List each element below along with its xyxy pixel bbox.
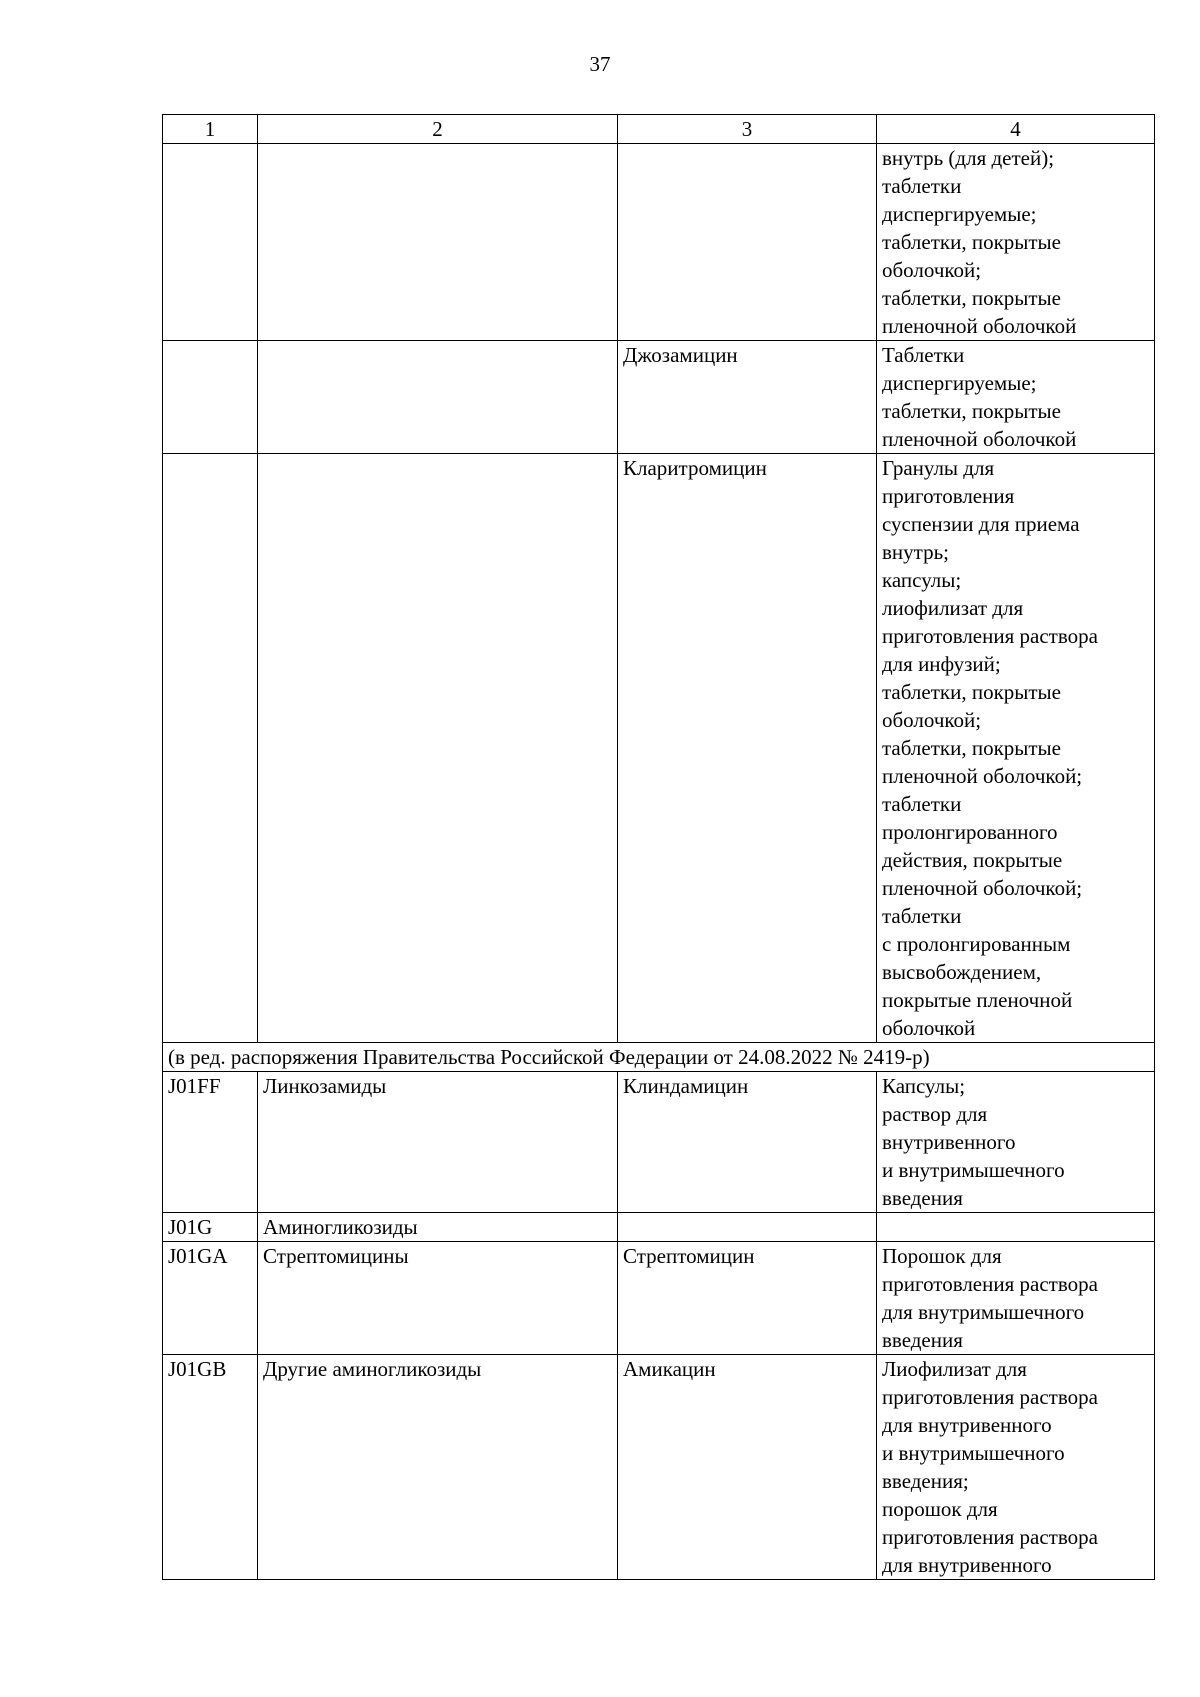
drug-name-cell: Амикацин: [618, 1355, 877, 1580]
table-header-row: [163, 115, 1155, 144]
dosage-forms-cell: [877, 1072, 1155, 1213]
page-number: 37: [589, 52, 611, 76]
header-col-4: 4: [877, 115, 1155, 144]
medication-table: [162, 114, 1155, 1580]
dosage-form-line: таблетки, покрытые: [882, 736, 1061, 760]
dosage-forms-cell: [877, 341, 1155, 454]
dosage-form-line: суспензии для приема: [882, 512, 1080, 536]
dosage-form-line: введения;: [882, 1469, 969, 1493]
dosage-forms-cell: [877, 1242, 1155, 1355]
group-name-cell: [258, 144, 618, 341]
dosage-form-line: и внутримышечного: [882, 1441, 1065, 1465]
dosage-form-line: раствор для: [882, 1102, 988, 1126]
dosage-form-line: пленочной оболочкой: [882, 427, 1077, 451]
dosage-form-line: Порошок для: [882, 1244, 1002, 1268]
dosage-form-line: действия, покрытые: [882, 848, 1063, 872]
dosage-form-line: для внутривенного: [882, 1413, 1052, 1437]
drug-name-cell: Джозамицин: [618, 341, 877, 454]
header-col-3: 3: [618, 115, 877, 144]
atc-code-cell: J01G: [163, 1213, 258, 1242]
dosage-form-line: таблетки, покрытые: [882, 399, 1061, 423]
dosage-form-line: для внутривенного: [882, 1553, 1052, 1577]
dosage-form-line: для внутримышечного: [882, 1300, 1085, 1324]
group-name-cell: Аминогликозиды: [258, 1213, 618, 1242]
drug-name-cell: Кларитромицин: [618, 454, 877, 1043]
dosage-form-line: таблетки: [882, 904, 962, 928]
dosage-form-line: приготовления раствора: [882, 1272, 1098, 1296]
header-col-2: 2: [258, 115, 618, 144]
group-name-cell: [258, 454, 618, 1043]
amendment-note: (в ред. распоряжения Правительства Российской Федерации от 24.08.2022 № 2419-р): [163, 1043, 1155, 1072]
dosage-form-line: введения: [882, 1186, 963, 1210]
dosage-form-line: оболочкой: [882, 1016, 976, 1040]
dosage-form-line: Капсулы;: [882, 1074, 966, 1098]
dosage-form-line: порошок для: [882, 1497, 998, 1521]
dosage-form-line: Лиофилизат для: [882, 1357, 1027, 1381]
dosage-form-line: диспергируемые;: [882, 202, 1037, 226]
dosage-form-line: оболочкой;: [882, 258, 982, 282]
group-name-cell: Линкозамиды: [258, 1072, 618, 1213]
drug-name-cell: [618, 144, 877, 341]
dosage-form-line: диспергируемые;: [882, 371, 1037, 395]
atc-code-cell: J01GB: [163, 1355, 258, 1580]
dosage-form-line: таблетки: [882, 174, 962, 198]
dosage-form-line: и внутримышечного: [882, 1158, 1065, 1182]
dosage-form-line: Таблетки: [882, 343, 965, 367]
table-body: [163, 144, 1155, 1580]
dosage-forms-cell: [877, 1355, 1155, 1580]
header-col-1: 1: [163, 115, 258, 144]
table-row: [163, 1355, 1155, 1580]
table-row: [163, 1213, 1155, 1242]
atc-code-cell: [163, 341, 258, 454]
table-row: [163, 144, 1155, 341]
dosage-form-line: пролонгированного: [882, 820, 1058, 844]
dosage-forms-cell: [877, 454, 1155, 1043]
table-row: [163, 341, 1155, 454]
drug-name-cell: Клиндамицин: [618, 1072, 877, 1213]
dosage-form-line: с пролонгированным: [882, 932, 1071, 956]
dosage-form-line: капсулы;: [882, 568, 962, 592]
table-row: [163, 1242, 1155, 1355]
group-name-cell: Другие аминогликозиды: [258, 1355, 618, 1580]
dosage-form-line: приготовления раствора: [882, 624, 1098, 648]
dosage-form-line: покрытые пленочной: [882, 988, 1073, 1012]
drug-name-cell: [618, 1213, 877, 1242]
dosage-form-line: внутрь (для детей);: [882, 146, 1055, 170]
atc-code-cell: [163, 454, 258, 1043]
atc-code-cell: [163, 144, 258, 341]
group-name-cell: [258, 341, 618, 454]
table-row: [163, 454, 1155, 1043]
dosage-form-line: пленочной оболочкой;: [882, 764, 1083, 788]
dosage-form-line: приготовления раствора: [882, 1385, 1098, 1409]
dosage-form-line: пленочной оболочкой: [882, 314, 1077, 338]
group-name-cell: Стрептомицины: [258, 1242, 618, 1355]
dosage-form-line: оболочкой;: [882, 708, 982, 732]
atc-code-cell: J01FF: [163, 1072, 258, 1213]
dosage-form-line: для инфузий;: [882, 652, 1001, 676]
dosage-form-line: таблетки, покрытые: [882, 286, 1061, 310]
drug-name-cell: Стрептомицин: [618, 1242, 877, 1355]
table-row: [163, 1072, 1155, 1213]
dosage-form-line: внутривенного: [882, 1130, 1016, 1154]
dosage-form-line: лиофилизат для: [882, 596, 1024, 620]
dosage-form-line: таблетки: [882, 792, 962, 816]
dosage-form-line: внутрь;: [882, 540, 949, 564]
dosage-forms-cell: [877, 144, 1155, 341]
dosage-form-line: Гранулы для: [882, 456, 995, 480]
dosage-form-line: пленочной оболочкой;: [882, 876, 1083, 900]
dosage-form-line: приготовления: [882, 484, 1015, 508]
dosage-form-line: введения: [882, 1328, 963, 1352]
dosage-form-line: высвобождением,: [882, 960, 1042, 984]
amendment-note-row: [163, 1043, 1155, 1072]
dosage-form-line: таблетки, покрытые: [882, 230, 1061, 254]
dosage-form-line: приготовления раствора: [882, 1525, 1098, 1549]
atc-code-cell: J01GA: [163, 1242, 258, 1355]
dosage-forms-cell: [877, 1213, 1155, 1242]
dosage-form-line: таблетки, покрытые: [882, 680, 1061, 704]
